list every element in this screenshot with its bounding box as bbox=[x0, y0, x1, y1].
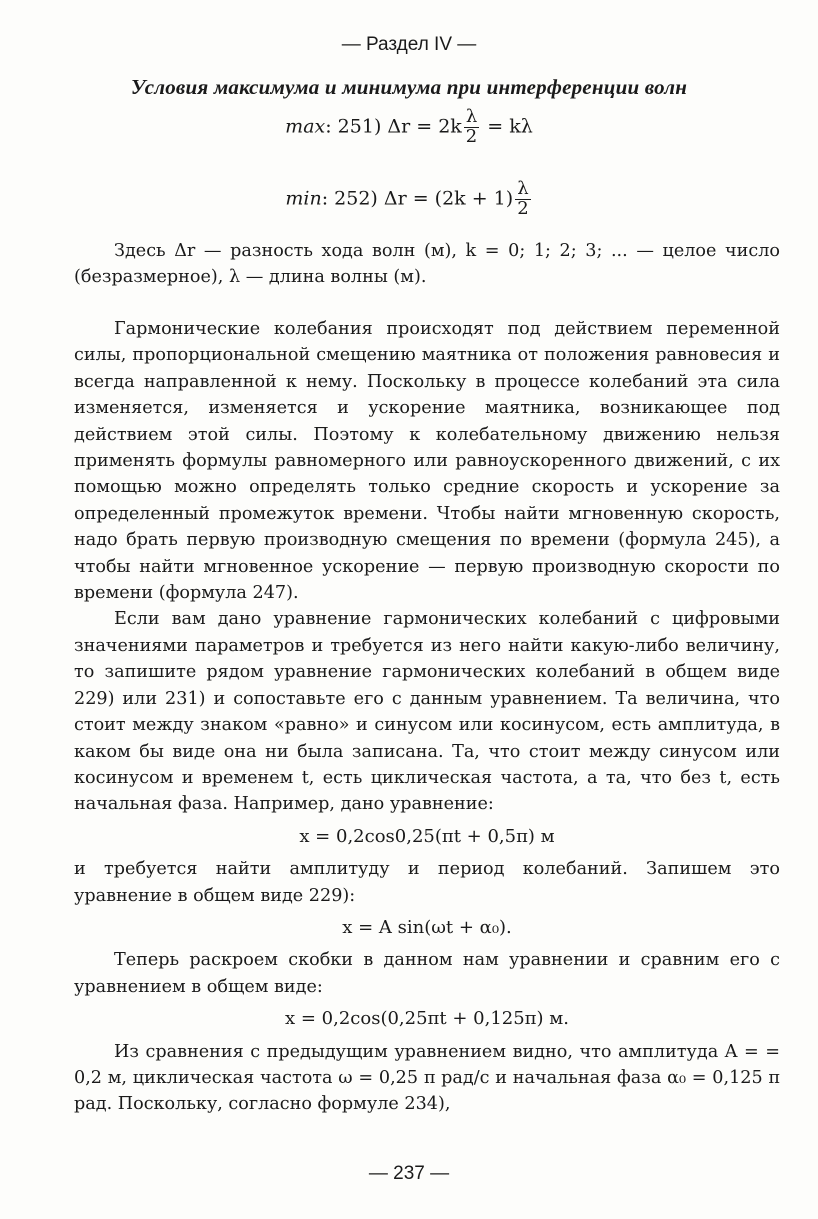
formula-max-prefix: max bbox=[285, 115, 326, 138]
formula-min-body: : 252) Δr = (2k + 1) bbox=[321, 187, 514, 210]
fraction-numerator: λ bbox=[515, 180, 530, 200]
main-text bbox=[74, 316, 780, 1118]
formula-legend bbox=[74, 238, 780, 291]
formula-max-fraction bbox=[464, 108, 479, 147]
formula-max-suffix: = kλ bbox=[481, 115, 533, 138]
equation-given: x = 0,2cos0,25(πt + 0,5π) м bbox=[299, 825, 555, 847]
paragraph-3: и требуется найти амплитуду и период колебаний. Запишем это уравнение в общем виде 229): bbox=[74, 859, 780, 906]
fraction-denominator: 2 bbox=[517, 197, 529, 219]
formula-max-body: : 251) Δr = 2k bbox=[325, 115, 462, 138]
paragraph-4: Теперь раскроем скобки в данном нам уравнении и сравним его с уравнением в общем виде: bbox=[74, 950, 780, 997]
fraction-numerator: λ bbox=[464, 108, 479, 128]
formula-min-prefix: min bbox=[285, 187, 322, 210]
equation-expanded: x = 0,2cos(0,25πt + 0,125π) м. bbox=[285, 1008, 569, 1030]
page-number: — 237 — bbox=[368, 1163, 450, 1184]
paragraph-5: Из сравнения с предыдущим уравнением видно, что амплитуда A = = 0,2 м, циклическая частота ω = 0,25 π рад/с и начальная фаза α₀ = 0,125 π рад. Поскольку, согласно формуле 234), bbox=[74, 1041, 780, 1115]
legend-text: Здесь Δr — разность хода волн (м), k = 0; 1; 2; 3; ... — целое число (безразмерное), λ — длина волны (м). bbox=[74, 241, 780, 288]
section-header: — Раздел IV — bbox=[341, 34, 477, 55]
formula-min bbox=[0, 180, 818, 219]
formula-min-fraction bbox=[515, 180, 530, 219]
section-title: Условия максимума и минимума при интерференции волн bbox=[130, 75, 688, 99]
equation-general: x = A sin(ωt + α₀). bbox=[342, 916, 512, 938]
paragraph-1: Гармонические колебания происходят под действием переменной силы, пропорциональной смещению маятника от положения равновесия и всегда направленной к нему. Поскольку в процессе колебаний эта сила изменяется, изменяется и ускорение маятника, возникающее под действием этой силы. Поэтому к колебательному движению нельзя применять формулы равномерного или равноускоренного движений, с их помощью можно определять только средние скорость и ускорение за определенный промежуток времени. Чтобы найти мгновенную скорость, надо брать первую производную смещения по времени (формула 245), а чтобы найти мгновенное ускорение — первую производную скорости по времени (формула 247). bbox=[74, 319, 780, 604]
paragraph-2: Если вам дано уравнение гармонических колебаний с цифровыми значениями параметров и требуется из него найти какую-либо величину, то запишите рядом уравнение гармонических колебаний в общем виде 229) или 231) и сопоставьте его с данным уравнением. Та величина, что стоит между знаком «равно» и синусом или косинусом, есть амплитуда, в каком бы виде она ни была записана. Та, что стоит между синусом или косинусом и временем t, есть циклическая частота, а та, что без t, есть начальная фаза. Например, дано уравнение: bbox=[74, 609, 780, 815]
formula-max bbox=[0, 108, 818, 147]
fraction-denominator: 2 bbox=[465, 125, 478, 147]
